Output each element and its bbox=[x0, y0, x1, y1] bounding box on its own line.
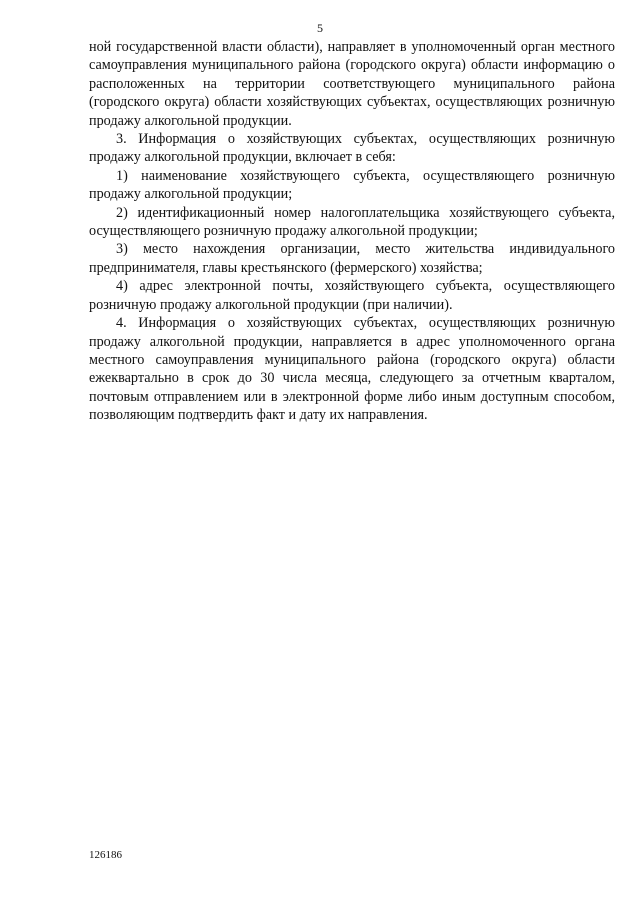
paragraph-continuation: ной государственной власти области), направляет в уполномоченный орган местного самоуправления муниципального района (городского округа) области информацию о расположенных на территории соответствующего муниципального района (городского округа) области хозяйствующих субъектах, осуществляющих розничную продажу алкогольной продукции. bbox=[89, 39, 615, 129]
list-item-2: 2) идентификационный номер налогоплательщика хозяйствующего субъекта, осуществляющего розничную продажу алкогольной продукции; bbox=[89, 204, 615, 240]
list-item-4: 4) адрес электронной почты, хозяйствующего субъекта, осуществляющего розничную продажу алкогольной продукции (при наличии). bbox=[89, 278, 615, 313]
page-number: 5 bbox=[317, 21, 323, 35]
list-item-3: 3) место нахождения организации, место жительства индивидуального предпринимателя, главы крестьянского (фермерского) хозяйства; bbox=[89, 241, 615, 276]
document-code: 126186 bbox=[89, 849, 122, 861]
paragraph-item-4: 4. Информация о хозяйствующих субъектах, осуществляющих розничную продажу алкогольной продукции, направляется в адрес уполномоченного органа местного самоуправления муниципального района (городского округа) области ежеквартально в срок до 30 числа месяца, следующего за отчетным кварталом, почтовым отправлением или в электронной форме либо иным доступным способом, позволяющим подтвердить факт и дату их направления. bbox=[89, 315, 615, 424]
document-body bbox=[89, 38, 615, 425]
paragraph-item-3: 3. Информация о хозяйствующих субъектах, осуществляющих розничную продажу алкогольной продукции, включает в себя: bbox=[89, 131, 615, 166]
list-item-1: 1) наименование хозяйствующего субъекта, осуществляющего розничную продажу алкогольной продукции; bbox=[89, 167, 615, 203]
